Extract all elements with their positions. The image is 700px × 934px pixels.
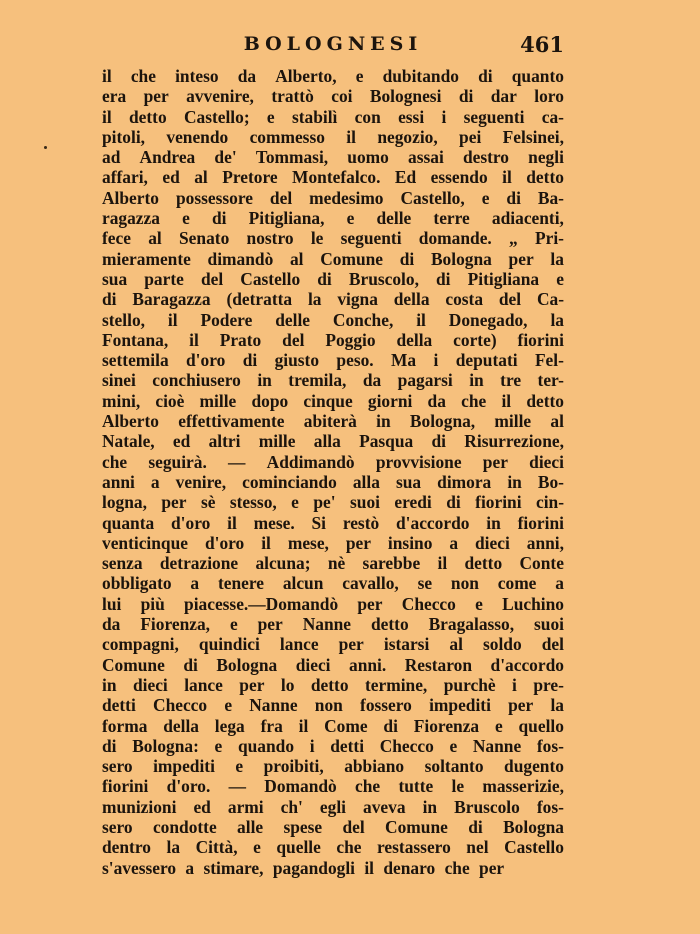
text-line: il che inteso da Alberto, e dubitando di quanto bbox=[102, 66, 564, 86]
text-line: mieramente dimandò al Comune di Bologna per la bbox=[102, 248, 564, 269]
text-line: lui più piacesse.—Domandò per Checco e Luchino bbox=[102, 593, 564, 614]
text-line: mini, cioè mille dopo cinque giorni da che il detto bbox=[102, 390, 564, 411]
text-line: di Bologna: e quando i detti Checco e Nanne fos- bbox=[102, 735, 564, 756]
text-line: quanta d'oro il mese. Si restò d'accordo in fiorini bbox=[102, 512, 564, 533]
text-line: Natale, ed altri mille alla Pasqua di Risurrezione, bbox=[102, 431, 564, 452]
text-line: munizioni ed armi ch' egli aveva in Bruscolo fos- bbox=[102, 796, 564, 817]
text-line: Fontana, il Prato del Poggio della corte) fiorini bbox=[102, 329, 564, 350]
text-line: s'avessero a stimare, pagandogli il denaro che per bbox=[102, 857, 505, 878]
text-line: obbligato a tenere alcun cavallo, se non come a bbox=[102, 573, 564, 594]
text-line: era per avvenire, trattò coi Bolognesi di dar loro bbox=[102, 86, 564, 107]
text-line: venticinque d'oro il mese, per insino a dieci anni, bbox=[102, 532, 564, 553]
text-line: da Fiorenza, e per Nanne detto Bragalasso, suoi bbox=[102, 614, 564, 635]
text-line: che seguirà. — Addimandò provvisione per dieci bbox=[102, 451, 564, 472]
text-line: stello, il Podere delle Conche, il Donegado, la bbox=[102, 309, 564, 330]
text-line: settemila d'oro di giusto peso. Ma i deputati Fel- bbox=[102, 350, 564, 371]
text-line: fece al Senato nostro le seguenti domande. „ Pri- bbox=[102, 228, 564, 249]
text-line: affari, ed al Pretore Montefalco. Ed essendo il detto bbox=[102, 167, 564, 188]
text-line: ad Andrea de' Tommasi, uomo assai destro negli bbox=[102, 147, 564, 168]
text-line: in dieci lance per lo detto termine, purchè i pre- bbox=[102, 674, 564, 695]
text-line: Alberto effettivamente abiterà in Bologna, mille al bbox=[102, 411, 564, 432]
text-line: Comune di Bologna dieci anni. Restaron d'accordo bbox=[102, 654, 564, 675]
page-number: 461 bbox=[520, 32, 564, 57]
text-line: pitoli, venendo commesso il negozio, pei Felsinei, bbox=[102, 126, 564, 147]
text-line: Alberto possessore del medesimo Castello, e di Ba- bbox=[102, 187, 564, 208]
text-line: ragazza e di Pitigliana, e delle terre adiacenti, bbox=[102, 208, 564, 229]
text-line: di Baragazza (detratta la vigna della costa del Ca- bbox=[102, 289, 564, 310]
text-line: anni a venire, cominciando alla sua dimora in Bo- bbox=[102, 471, 564, 492]
text-line: sero impediti e proibiti, abbiano soltanto dugento bbox=[102, 756, 564, 777]
running-title: BOLOGNESI bbox=[243, 33, 423, 55]
text-line: sua parte del Castello di Bruscolo, di Pitigliana e bbox=[102, 268, 564, 289]
text-line: compagni, quindici lance per istarsi al soldo del bbox=[102, 634, 564, 655]
text-line: fiorini d'oro. — Domandò che tutte le masserizie, bbox=[102, 776, 564, 797]
text-line: senza detrazione alcuna; nè sarebbe il detto Conte bbox=[102, 553, 564, 574]
text-line: sinei conchiusero in tremila, da pagarsi in tre ter- bbox=[102, 370, 564, 391]
body-text bbox=[102, 66, 564, 878]
text-line: il detto Castello; e stabilì con essi i seguenti ca- bbox=[102, 106, 564, 127]
text-line: sero condotte alle spese del Comune di Bologna bbox=[102, 816, 564, 837]
text-line: dentro la Città, e quelle che restassero nel Castello bbox=[102, 837, 564, 858]
text-line: forma della lega fra il Come di Fiorenza e quello bbox=[102, 715, 564, 736]
text-line: logna, per sè stesso, e pe' suoi eredi di fiorini cin- bbox=[102, 492, 564, 513]
page-header bbox=[102, 33, 564, 59]
text-line: detti Checco e Nanne non fossero impediti per la bbox=[102, 695, 564, 716]
ink-speck bbox=[44, 146, 47, 149]
